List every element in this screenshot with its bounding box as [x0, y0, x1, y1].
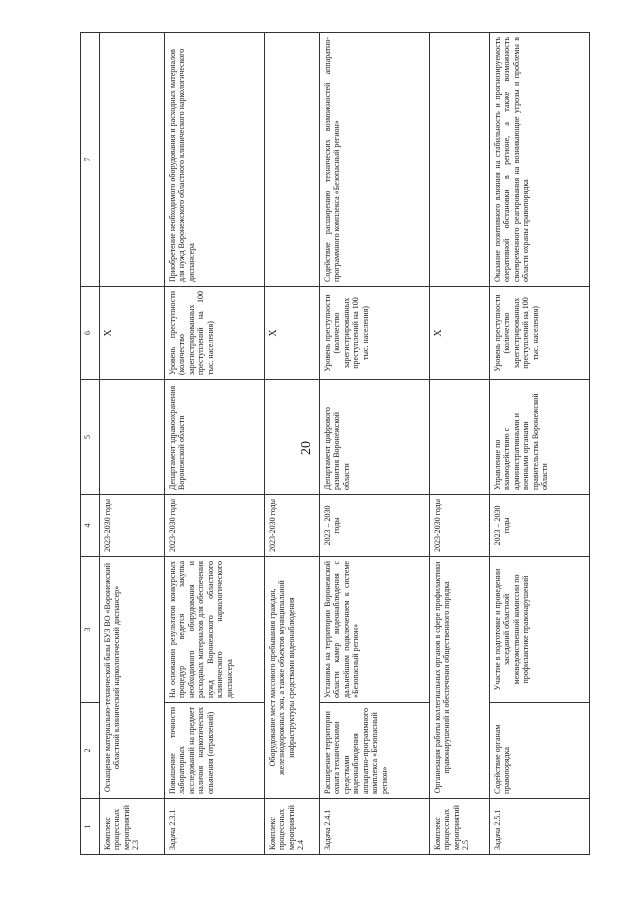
- complex-row: [100, 33, 165, 855]
- activity-description: На основании результатов конкурсных процедур ведется закупка необходимого оборудования и расходных материалов для обеспечения нужд Воронежского областного клинического наркологического диспансера: [165, 557, 265, 703]
- activity-description: Участие в подготовке и проведении заседаний областной межведомственной комиссии по профилактике правонарушений: [490, 557, 590, 703]
- responsible-cell: [265, 380, 320, 495]
- result-cell: Приобретение необходимого оборудования и расходных материалов для нужд Воронежского областного клинического наркологического диспансера: [165, 33, 265, 287]
- row-label: Комплекс процессных мероприятий 2.3: [100, 799, 165, 855]
- indicator-cell: Уровень преступности (количество зарегистрированных преступлений на 100 тыс. населения): [490, 287, 590, 380]
- program-table: [80, 32, 590, 855]
- result-cell: [265, 33, 320, 287]
- result-cell: [430, 33, 490, 287]
- period-cell: 2023 – 2030 годы: [490, 495, 590, 557]
- header-cell: 7: [81, 33, 100, 287]
- row-label: Комплекс процессных мероприятий 2.5: [430, 799, 490, 855]
- header-cell: 4: [81, 495, 100, 557]
- indicator-cell: Уровень преступности (количество зарегистрированных преступлений на 100 тыс. населения): [165, 287, 265, 380]
- complex-row: [265, 33, 320, 855]
- header-cell: 3: [81, 557, 100, 703]
- responsible-cell: Управление по взаимодействию с административными и военными органами правительства Воронежской области: [490, 380, 590, 495]
- result-cell: [100, 33, 165, 287]
- header-cell: 6: [81, 287, 100, 380]
- responsible-cell: [100, 380, 165, 495]
- task-description: Расширение территории охвата техническими средствами видеонаблюдения аппаратно-программного комплекса «Безопасный регион»: [320, 703, 430, 799]
- period-cell: 2023-2030 годы: [100, 495, 165, 557]
- row-label: Комплекс процессных мероприятий 2.4: [265, 799, 320, 855]
- task-description: Повышение точности лабораторных исследований на предмет наличия наркотических опьянения (отравлений): [165, 703, 265, 799]
- header-row: [81, 33, 100, 855]
- task-row: [165, 33, 265, 855]
- task-row: [320, 33, 430, 855]
- row-label: Задача 2.3.1: [165, 799, 265, 855]
- complex-title: Оснащение материально-технической базы БУЗ ВО «Воронежский областной клинический наркологический диспансер»: [100, 557, 165, 799]
- header-cell: 1: [81, 799, 100, 855]
- page-number: 20: [299, 441, 314, 455]
- x-mark: X: [430, 287, 490, 380]
- x-mark: X: [265, 287, 320, 380]
- period-cell: 2023-2030 годы: [430, 495, 490, 557]
- header-cell: 2: [81, 703, 100, 799]
- row-label: Задача 2.4.1: [320, 799, 430, 855]
- responsible-cell: Департамент цифрового развития Воронежской области: [320, 380, 430, 495]
- period-cell: 2023-2030 годы: [265, 495, 320, 557]
- row-label: Задача 2.5.1: [490, 799, 590, 855]
- period-cell: 2023 – 2030 годы: [320, 495, 430, 557]
- period-cell: 2023-2030 годы: [165, 495, 265, 557]
- result-cell: Содействие расширению технических возможностей аппаратно-программного комплекса «Безопасный регион»: [320, 33, 430, 287]
- header-cell: 5: [81, 380, 100, 495]
- complex-row: [430, 33, 490, 855]
- responsible-cell: [430, 380, 490, 495]
- result-cell: Оказание позитивного влияния на стабильность и прогнозируемость оперативной обстановки в регионе, а также возможность своевременного реагирования на возникающие угрозы и проблемы в области охраны правопорядка: [490, 33, 590, 287]
- task-row: [490, 33, 590, 855]
- x-mark: X: [100, 287, 165, 380]
- indicator-cell: Уровень преступности (количество зарегистрированных преступлений на 100 тыс. населения): [320, 287, 430, 380]
- task-description: Содействие органам правопорядка: [490, 703, 590, 799]
- complex-title: Оборудование мест массового пребывания граждан, железнодорожных зон, а также объектов муниципальной инфраструктуры средствами видеонаблюдения: [265, 557, 320, 799]
- responsible-cell: Департамент здравоохранения Воронежской области: [165, 380, 265, 495]
- rotated-table-container: [80, 33, 580, 855]
- complex-title: Организация работы коллегиальных органов в сфере профилактики правонарушений и обеспечения общественного порядка: [430, 557, 490, 799]
- activity-description: Установка на территории Воронежской области камер видеонаблюдения с дальнейшим подключением к системе «Безопасный регион»: [320, 557, 430, 703]
